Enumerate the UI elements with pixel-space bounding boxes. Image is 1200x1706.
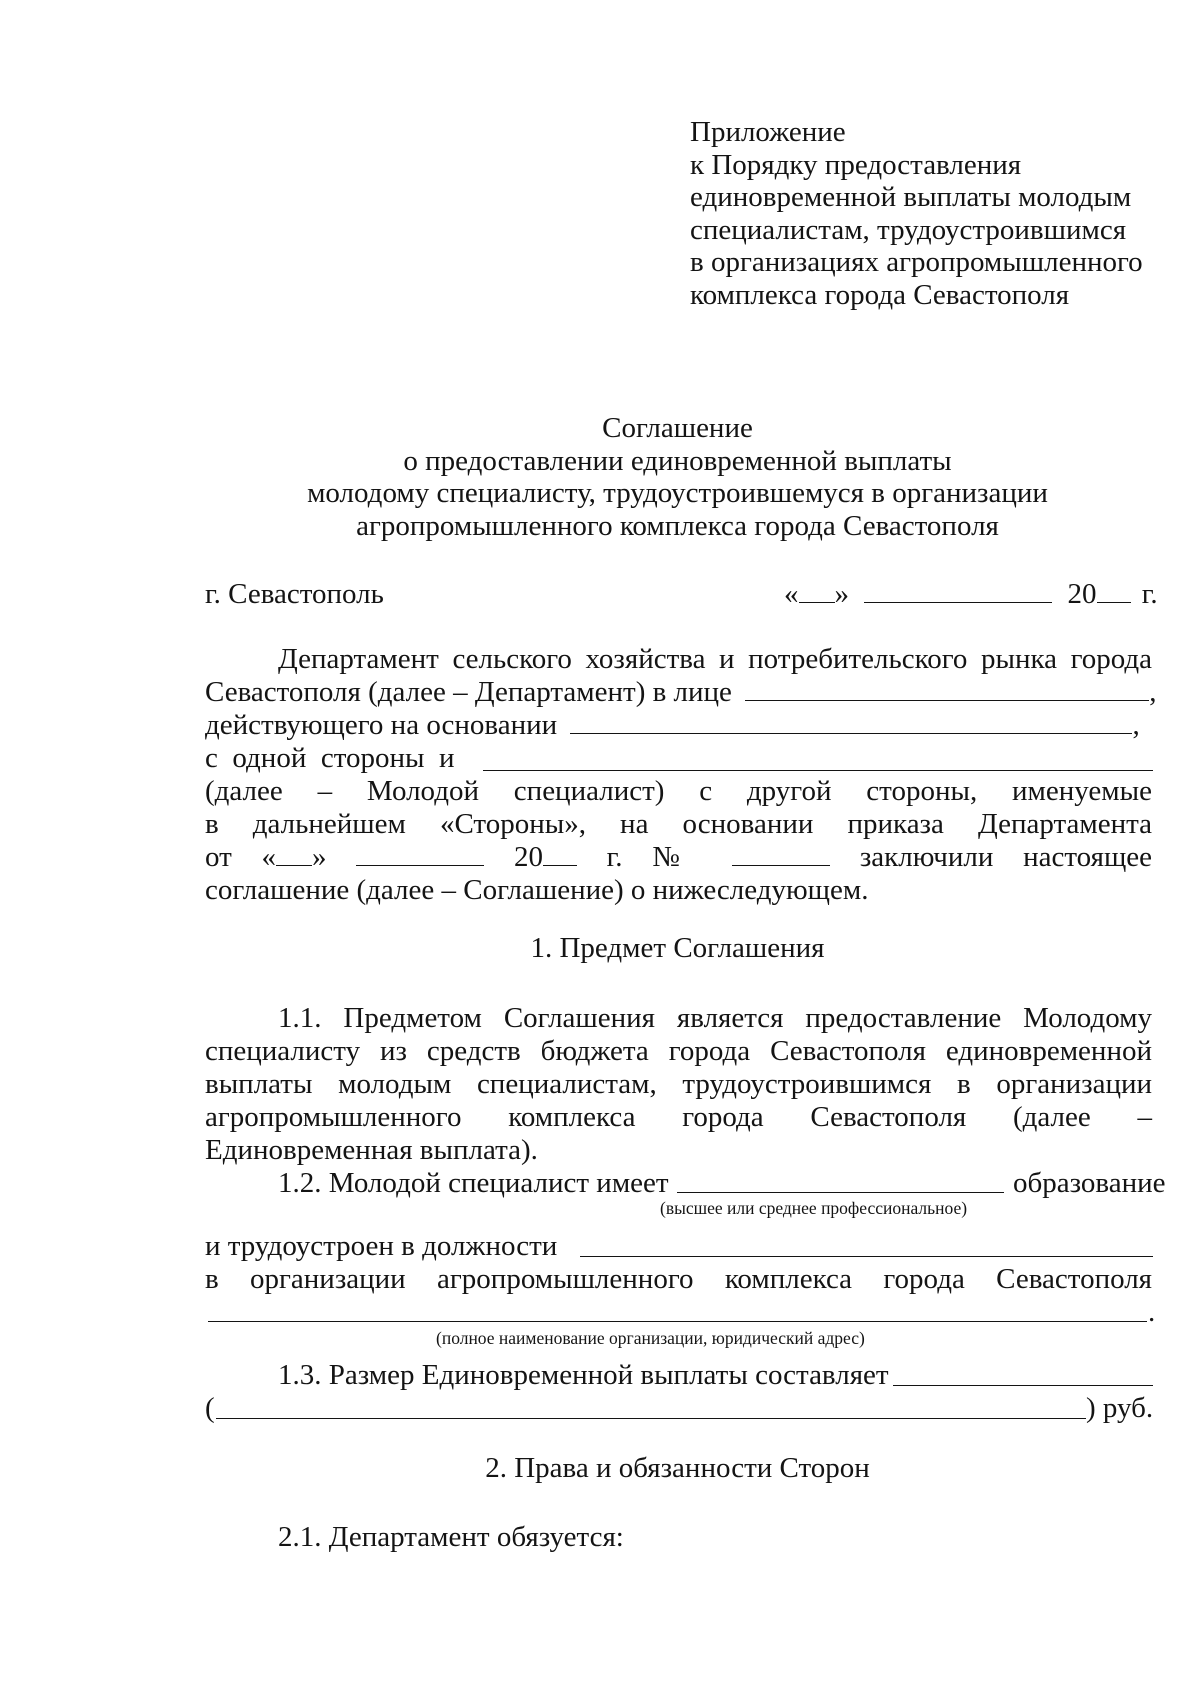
comma: , — [1149, 676, 1157, 708]
year-prefix: 20 — [513, 841, 543, 873]
appendix-line: специалистам, трудоустроившимся — [690, 213, 1127, 246]
city-label: г. Севастополь — [205, 578, 384, 610]
word: агропромышленного — [437, 1263, 694, 1295]
word: на — [620, 808, 649, 840]
appendix-line: Приложение — [690, 116, 846, 148]
word: Соглашения — [503, 1002, 656, 1034]
order-day[interactable] — [262, 841, 327, 873]
word: заключили — [859, 841, 994, 873]
word: потребительского — [748, 643, 968, 675]
appendix-line: в организациях агропромышленного — [690, 246, 1143, 278]
payment-amount-blank[interactable] — [893, 1385, 1153, 1386]
preamble-line-4 — [205, 742, 455, 775]
year-suffix: г. — [1141, 578, 1158, 610]
year-prefix: 20 — [1067, 578, 1097, 610]
word: предоставление — [805, 1002, 1002, 1034]
word: основании — [682, 808, 814, 840]
word: Севастополя — [810, 1101, 967, 1133]
word: приказа — [847, 808, 944, 840]
number-sign: № — [652, 841, 703, 873]
word: Молодой — [366, 775, 479, 807]
word: города — [668, 1035, 751, 1067]
order-number-blank[interactable] — [732, 841, 830, 866]
word: молодым — [338, 1068, 452, 1100]
word: и — [439, 742, 455, 774]
word: специалисту — [205, 1035, 361, 1067]
preamble-line-2 — [205, 676, 1156, 709]
clause-1-1-line-3 — [205, 1068, 1152, 1101]
quote-open: « — [784, 578, 799, 610]
word: организации — [996, 1068, 1153, 1100]
title-line: молодому специалисту, трудоустроившемуся в организации — [307, 477, 1048, 509]
word: организации — [250, 1263, 406, 1295]
section-1-heading: 1. Предмет Соглашения — [530, 932, 825, 964]
organization-blank[interactable] — [208, 1321, 1147, 1322]
clause-2-1-text: 2.1. Департамент обязуется: — [278, 1521, 624, 1553]
word: Департамента — [977, 808, 1153, 840]
month-blank[interactable] — [864, 578, 1052, 603]
period: . — [1148, 1296, 1156, 1328]
payment-amount-words-blank[interactable] — [216, 1418, 1086, 1419]
word: сельского — [452, 643, 572, 675]
order-year[interactable] — [514, 841, 577, 873]
young-specialist-blank[interactable] — [483, 770, 1153, 771]
word: в — [957, 1068, 971, 1100]
preamble-text: действующего на основании — [205, 709, 558, 741]
word: с другой — [699, 775, 832, 807]
order-year-blank[interactable] — [543, 841, 577, 866]
document-title — [0, 412, 1200, 542]
appendix-line: комплекса города Севастополя — [690, 278, 1070, 311]
year-blank[interactable] — [1097, 578, 1131, 603]
paren-close-rub: ) руб. — [1086, 1392, 1154, 1424]
preamble-line-6 — [205, 808, 1152, 841]
organization-hint: (полное наименование организации, юридический адрес) — [436, 1328, 865, 1348]
quote-open: « — [261, 841, 277, 873]
word: именуемые — [1012, 775, 1152, 807]
word: специалист) — [513, 775, 665, 807]
word: в — [205, 808, 219, 840]
position-blank[interactable] — [580, 1256, 1153, 1257]
word: – — [1137, 1101, 1152, 1133]
education-blank[interactable] — [677, 1192, 1004, 1193]
preamble-text: Севастополя (далее – Департамент) в лице — [205, 676, 732, 708]
word: является — [676, 1002, 784, 1034]
word: единовременной — [945, 1035, 1152, 1067]
word: агропромышленного — [205, 1101, 462, 1133]
education-hint: (высшее или среднее профессиональное) — [660, 1198, 968, 1218]
clause-1-1-line-4 — [205, 1101, 1152, 1134]
word: Департамент — [278, 643, 439, 675]
word: от — [205, 841, 232, 873]
quote-close: » — [312, 841, 327, 873]
preamble-line-8: соглашение (далее – Соглашение) о нижеследующем. — [205, 874, 869, 906]
clause-1-1-line-1 — [278, 1002, 1152, 1035]
paren-open: ( — [205, 1392, 215, 1424]
word: г. — [606, 841, 623, 873]
word: комплекса — [508, 1101, 636, 1133]
word: хозяйства — [585, 643, 706, 675]
word: дальнейшем — [252, 808, 406, 840]
day-blank[interactable] — [799, 578, 835, 603]
clause-1-2-position-text: и трудоустроен в должности — [205, 1230, 558, 1262]
word: стороны, — [866, 775, 978, 807]
word: стороны — [320, 742, 425, 774]
word: специалистам, — [476, 1068, 657, 1100]
word: города — [682, 1101, 764, 1133]
representative-blank[interactable] — [745, 676, 1149, 701]
clause-1-2-text: 1.2. Молодой специалист имеет — [278, 1167, 669, 1199]
word: 1.1. Предметом — [278, 1002, 482, 1034]
preamble-line-5 — [205, 775, 1152, 808]
word: с — [205, 742, 218, 774]
word: из — [380, 1035, 407, 1067]
word: города — [883, 1263, 965, 1295]
clause-1-1-line-5: Единовременная выплата). — [205, 1134, 538, 1166]
word: настоящее — [1023, 841, 1153, 873]
word: Севастополя — [996, 1263, 1153, 1295]
word: (далее — [1013, 1101, 1091, 1133]
preamble-line-1 — [278, 643, 1152, 676]
clause-1-2-education-word: образование — [1013, 1167, 1166, 1199]
date-field[interactable] — [784, 578, 1158, 611]
word: в — [205, 1263, 219, 1295]
clause-1-1-line-2 — [205, 1035, 1152, 1068]
title-line: о предоставлении единовременной выплаты — [403, 444, 952, 477]
basis-blank[interactable] — [570, 709, 1132, 734]
section-2-heading: 2. Права и обязанности Сторон — [485, 1452, 870, 1484]
word: выплаты — [205, 1068, 313, 1100]
title-line: Соглашение — [602, 412, 753, 444]
word: города — [1070, 643, 1153, 675]
title-line: агропромышленного комплекса города Севастополя — [356, 509, 999, 542]
clause-1-3-text: 1.3. Размер Единовременной выплаты составляет — [278, 1359, 889, 1391]
word: трудоустроившимся — [682, 1068, 932, 1100]
word: Молодому — [1023, 1002, 1153, 1034]
word: рынка — [980, 643, 1057, 675]
word: (далее — [205, 775, 283, 807]
appendix-header — [690, 116, 1143, 311]
comma: , — [1132, 709, 1140, 741]
word: и — [719, 643, 735, 675]
quote-close: » — [834, 578, 849, 610]
preamble-line-7 — [205, 841, 1152, 874]
order-day-blank[interactable] — [276, 841, 312, 866]
word: «Стороны», — [439, 808, 586, 840]
order-month-blank[interactable] — [356, 841, 484, 866]
word: одной — [232, 742, 307, 774]
word: бюджета — [540, 1035, 649, 1067]
appendix-line: единовременной выплаты молодым — [690, 181, 1132, 213]
word: комплекса — [724, 1263, 853, 1295]
appendix-line: к Порядку предоставления — [690, 148, 1022, 181]
word: – — [317, 775, 333, 807]
word: средств — [426, 1035, 521, 1067]
preamble-line-3 — [205, 709, 1140, 742]
clause-1-2-line-3 — [205, 1263, 1152, 1296]
word: Севастополя — [770, 1035, 926, 1067]
